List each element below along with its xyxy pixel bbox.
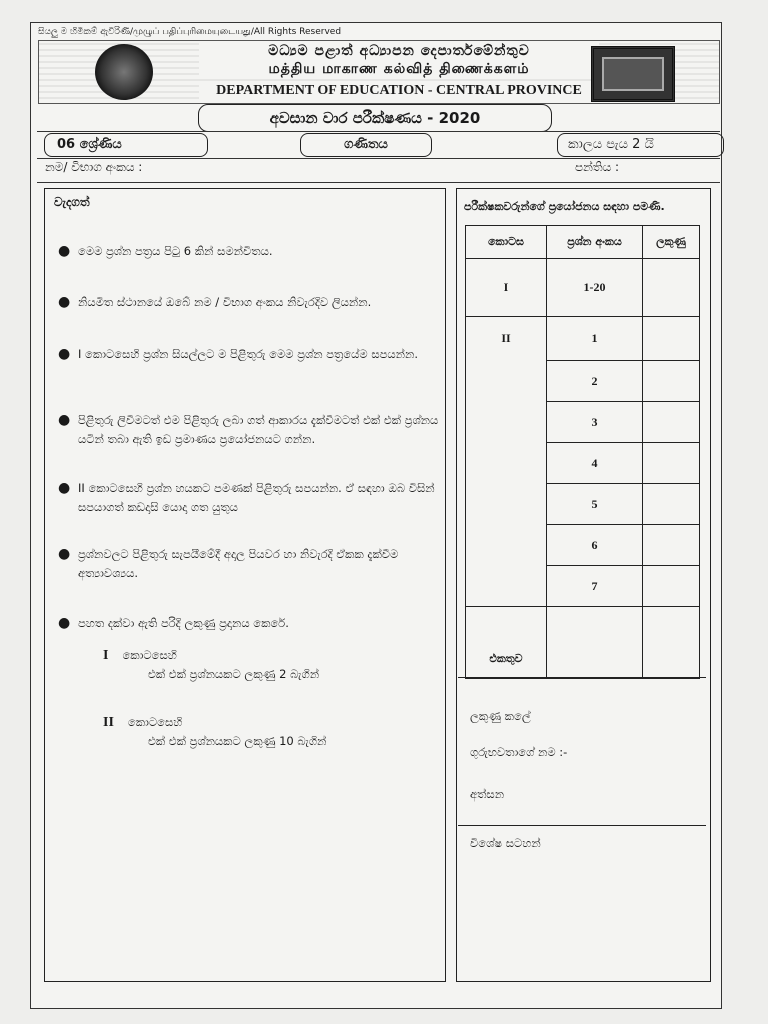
marks-table: [465, 225, 700, 679]
instruction-text: ප්‍රශ්නවලට පිළිතුරු සැපයීමේදී අදාල පියවර හා නිවැරදි ඒකක දැක්වීම අත්‍යාවශ්‍යය.: [78, 547, 399, 580]
question-cell: 4: [547, 443, 643, 484]
part-two-heading-text: කොටසෙහි: [127, 715, 183, 729]
instruction-item: [58, 411, 446, 449]
time-label: කාලය පැය 2 යි: [557, 133, 724, 157]
teacher-name-label: ගුරුභවතාගේ නම :-: [470, 745, 568, 759]
table-row: [466, 317, 700, 361]
part-one-numeral: I: [103, 648, 109, 663]
department-banner: [38, 40, 720, 104]
exam-title: අවසාන වාර පරීක්ෂණය - 2020: [198, 104, 552, 132]
instruction-text: පහත දක්වා ඇති පරිදි ලකුණු ප්‍රදානය කෙරේ.: [78, 616, 289, 630]
part-cell: I: [466, 259, 547, 317]
question-cell: 3: [547, 402, 643, 443]
rights-notice: සියලු ම හිමිකම් ඇවිරිණි/முழுப் பதிப்புரிமையுடையது/All Rights Reserved: [38, 27, 342, 37]
marks-cell[interactable]: [643, 259, 700, 317]
part-one-heading: [103, 648, 177, 664]
instruction-text: මෙම ප්‍රශ්න පත්‍රය පිටු 6 කින් සමන්විතය.: [78, 244, 273, 258]
part-one-detail: එක් එක් ප්‍රශ්නයකට ලකුණු 2 බැගින්: [148, 667, 320, 681]
grade-label: 06 ශ්‍රේණිය: [44, 133, 208, 157]
marks-cell[interactable]: [643, 361, 700, 402]
question-cell: 1-20: [547, 259, 643, 317]
instruction-item: [58, 614, 446, 633]
question-cell: 7: [547, 566, 643, 607]
marks-cell[interactable]: [643, 484, 700, 525]
marks-cell[interactable]: [643, 443, 700, 484]
department-name-english: DEPARTMENT OF EDUCATION - CENTRAL PROVINCE: [199, 83, 599, 99]
question-cell: 5: [547, 484, 643, 525]
marks-cell[interactable]: [643, 317, 700, 361]
instruction-text: II කොටසෙහි ප්‍රශ්න හයකට පමණක් පිළිතුරු සපයන්න. ඒ සඳහා ඔබ විසින් සපයාගත් කඩදාසි යොදා ගත යුතුය: [78, 481, 435, 514]
bullet-icon: ●: [58, 294, 71, 310]
question-cell: 1: [547, 317, 643, 361]
table-header-row: [466, 226, 700, 259]
instruction-item: [58, 479, 446, 517]
instruction-item: [58, 293, 446, 312]
part-two-detail: එක් එක් ප්‍රශ්නයකට ලකුණු 10 බැගින්: [148, 734, 327, 748]
emblem-icon: [95, 44, 153, 100]
department-name-sinhala: මධ්‍යම පළාත් අධ්‍යාපන දෙපාර්තමේන්තුව: [199, 43, 599, 59]
part-two-heading: [103, 715, 182, 731]
col-header-question: ප්‍රශ්න අංකය: [547, 226, 643, 259]
bullet-icon: ●: [58, 346, 71, 362]
department-name-tamil: மத்திய மாகாண கல்வித் திணைக்களம்: [199, 61, 599, 79]
special-notes-label: විශේෂ සටහන්: [470, 836, 541, 850]
part-two-numeral: II: [103, 715, 114, 730]
instruction-item: [58, 545, 446, 583]
bullet-icon: ●: [58, 243, 71, 259]
instruction-text: පිළිතුරු ලිවීමටත් එම පිළිතුරු ලබා ගත් ආකාරය දැක්වීමටත් එක් එක් ප්‍රශ්නය යටින් තබා ඇති ඉඩ ප්‍රමාණය ප්‍රයෝජනයට ගන්න.: [78, 413, 439, 446]
question-cell: 2: [547, 361, 643, 402]
marks-cell[interactable]: [643, 402, 700, 443]
examiner-title: පරීක්ෂකවරුන්ගේ ප්‍රයෝජනය සඳහා පමණි.: [464, 200, 665, 213]
divider: [458, 677, 706, 678]
instructions-title: වැදගත්: [54, 195, 90, 209]
bullet-icon: ●: [58, 412, 71, 428]
name-index-field[interactable]: නම/ විභාග අංකය :: [45, 160, 143, 174]
divider: [458, 825, 706, 826]
marks-cell[interactable]: [643, 525, 700, 566]
col-header-marks: ලකුණු: [643, 226, 700, 259]
instruction-text: I කොටසෙහි ප්‍රශ්න සියල්ලට ම පිළිතුරු මෙම ප්‍රශ්න පත්‍රයේම සපයන්න.: [78, 347, 419, 361]
instruction-item: [58, 345, 446, 364]
marks-coded-label: ලකුණු කලේ: [470, 709, 531, 723]
col-header-part: කොටස: [466, 226, 547, 259]
bullet-icon: ●: [58, 615, 71, 631]
signature-label: අත්සන: [470, 787, 505, 801]
divider: [37, 182, 720, 183]
question-cell: 6: [547, 525, 643, 566]
instruction-item: [58, 242, 446, 261]
bullet-icon: ●: [58, 546, 71, 562]
part-one-heading-text: කොටසෙහි: [122, 648, 177, 662]
bullet-icon: ●: [58, 480, 71, 496]
table-row: [466, 259, 700, 317]
total-marks-cell[interactable]: [643, 607, 700, 679]
marks-cell[interactable]: [643, 566, 700, 607]
class-field[interactable]: පන්තිය :: [575, 160, 620, 174]
total-question-cell: [547, 607, 643, 679]
total-row: [466, 607, 700, 679]
part-cell: II: [466, 317, 547, 607]
total-label: එකතුව: [466, 607, 547, 679]
instruction-text: නියමිත ස්ථානයේ ඔබේ නම / විභාග අංකය නිවැරදිව ලියන්න.: [78, 295, 372, 309]
provincial-seal-icon: [591, 46, 675, 102]
subject-label: ගණිතය: [300, 133, 432, 157]
